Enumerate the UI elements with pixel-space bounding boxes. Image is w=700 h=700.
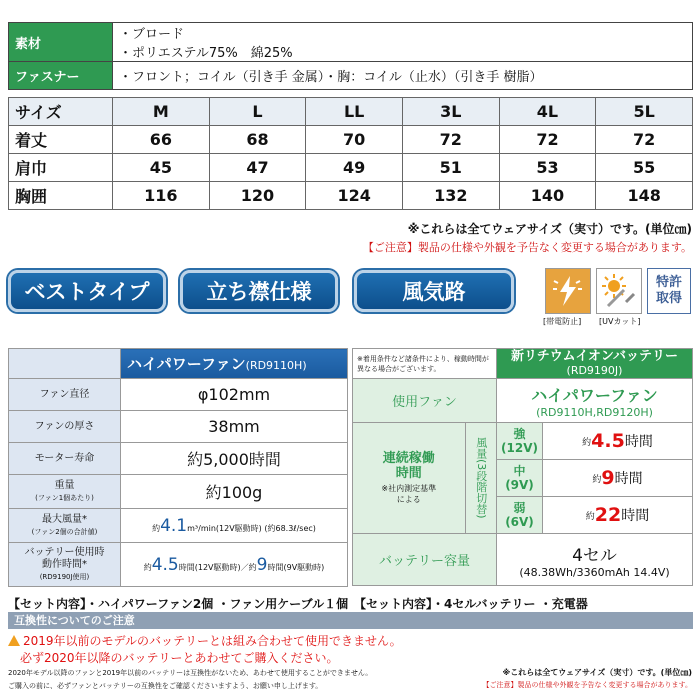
level-name: 中 (513, 464, 526, 478)
cell: 68 (209, 126, 306, 154)
antistatic-label: [帯電防止] (543, 317, 582, 326)
size-note: ※これらは全てウェアサイズ（実寸）です。(単位㎝) (407, 222, 692, 236)
table-row (9, 126, 693, 154)
bt-unit1: 時間(12V駆動時) (178, 562, 241, 572)
size-col: 4L (499, 98, 596, 126)
size-col: L (209, 98, 306, 126)
level-pre: 約 (582, 437, 592, 448)
feature-badge-vest: ベストタイプ (8, 270, 166, 312)
compat-warning-1: 2019年以前のモデルのバッテリーとは組み合わせて使用できません。 (23, 634, 402, 648)
level-pre: 約 (592, 474, 602, 485)
airflow-alt: (約68.3ℓ/sec) (264, 523, 316, 533)
level-unit: 時間 (621, 508, 650, 524)
size-col: M (113, 98, 210, 126)
airflow-key: 最大風量* (42, 513, 87, 525)
material-line: ・ブロード (119, 27, 185, 42)
battery-time-sub: (RD9190J使用) (39, 572, 90, 581)
battery-disclaimer: ※着用条件など諸条件により、稼動時間が異なる場合がございます。 (353, 349, 497, 379)
feature-badge-airflow: 風気路 (354, 270, 514, 312)
level-pre: 約 (585, 511, 595, 522)
cell: 53 (499, 154, 596, 182)
cell: 70 (306, 126, 403, 154)
cell: 72 (402, 126, 499, 154)
battery-model: (RD9190J) (566, 363, 623, 377)
table-row (9, 182, 693, 210)
antistatic-icon (545, 268, 591, 314)
cell: 47 (209, 154, 306, 182)
bt-num1: 4.5 (151, 554, 179, 575)
material-line: ・ポリエステル75% 綿25% (119, 46, 293, 61)
use-fan-key: 使用ファン (353, 379, 497, 423)
battery-set-contents: 【セット内容】・4セルバッテリー ・充電器 (354, 597, 588, 611)
level-number: 4.5 (591, 430, 625, 452)
cell: 49 (306, 154, 403, 182)
row-key: 肩巾 (9, 154, 113, 182)
level-number: 22 (594, 504, 622, 526)
patent-icon: 特許取得 (647, 268, 691, 314)
bt-unit2: 時間(9V駆動時) (267, 562, 325, 572)
size-col: LL (306, 98, 403, 126)
table-row (9, 154, 693, 182)
compat-small-1: 2020年モデル以降のファンと2019年以前のバッテリーは互換性がないため、あわせて使用することができません。 (8, 669, 373, 677)
cell: 132 (402, 182, 499, 210)
run-time-sub: ※社内測定基準による (381, 484, 437, 504)
airflow-number: 4.1 (160, 515, 188, 536)
footer-size-note: ※これらは全てウェアサイズ（実寸）です。(単位㎝) (502, 668, 692, 677)
cell: 120 (209, 182, 306, 210)
capacity-value: 4セル (572, 545, 617, 566)
use-fan-name: ハイパワーファン (531, 385, 658, 405)
motor-life-key: モーター寿命 (9, 443, 121, 475)
size-col: 5L (596, 98, 693, 126)
bt-sep: ／約 (240, 562, 257, 572)
weight-value: 約100g (121, 475, 348, 509)
cell: 51 (402, 154, 499, 182)
fan-spec-table (8, 348, 348, 587)
weight-sub: (ファン1個あたり) (35, 493, 94, 502)
size-caution: 【ご注意】製品の仕様や外観を予告なく変更する場合があります。 (362, 241, 692, 254)
use-fan-models: (RD9110H,RD9120H) (536, 405, 653, 419)
weight-key: 重量 (54, 479, 75, 491)
uv-cut-label: [UVカット] (599, 317, 641, 326)
fan-model: (RD9110H) (245, 359, 307, 372)
motor-life-value: 約5,000時間 (121, 443, 348, 475)
airflow-switch-label: 風量(3段階切替) (474, 437, 488, 519)
cell: 66 (113, 126, 210, 154)
level-name: 強 (513, 427, 526, 441)
material-key: 素材 (9, 23, 113, 62)
fastener-line: ・フロント；コイル（引き手 金属）・胸：コイル（止水）（引き手 樹脂） (113, 62, 693, 90)
footer-caution: 【ご注意】製品の仕様や外観を予告なく変更する場合があります。 (482, 681, 692, 689)
level-name: 弱 (513, 501, 526, 515)
fastener-key: ファスナー (9, 62, 113, 90)
level-number: 9 (601, 467, 615, 489)
airflow-unit: m³/min(12V駆動時) (187, 523, 262, 533)
size-table (8, 97, 693, 210)
fan-diameter-key: ファン直径 (9, 379, 121, 411)
fan-set-contents: 【セット内容】・ハイパワーファン2個 ・ファン用ケーブル１個 (8, 597, 349, 611)
level-volt: (6V) (505, 515, 534, 529)
level-unit: 時間 (624, 434, 653, 450)
cell: 116 (113, 182, 210, 210)
compat-small-2: ご購入の前に、必ずファンとバッテリーの互換性をご確認くださいますよう、お願い申し上げます。 (8, 682, 323, 690)
warning-icon (8, 635, 20, 646)
row-key: 胸囲 (9, 182, 113, 210)
capacity-detail: (48.38Wh/3360mAh 14.4V) (519, 565, 670, 579)
size-header-key: サイズ (9, 98, 113, 126)
battery-time-key: バッテリー使用時動作時間* (24, 546, 105, 570)
uv-cut-icon (596, 268, 642, 314)
airflow-sub: (ファン2個の合計値) (31, 527, 98, 536)
bt-pre1: 約 (143, 562, 152, 572)
capacity-key: バッテリー容量 (353, 534, 497, 586)
fan-thickness-value: 38mm (121, 411, 348, 443)
airflow-pre: 約 (152, 523, 161, 533)
battery-title: 新リチウムイオンバッテリー (510, 348, 679, 364)
cell: 55 (596, 154, 693, 182)
material-table (8, 22, 693, 90)
cell: 140 (499, 182, 596, 210)
fan-title: ハイパワーファン (127, 355, 246, 373)
level-unit: 時間 (614, 471, 643, 487)
run-time-key: 連続稼働時間 (382, 451, 435, 481)
row-key: 着丈 (9, 126, 113, 154)
bt-num2: 9 (256, 554, 268, 575)
size-col: 3L (402, 98, 499, 126)
cell: 72 (596, 126, 693, 154)
level-volt: (12V) (501, 441, 538, 455)
fan-diameter-value: φ102mm (121, 379, 348, 411)
cell: 45 (113, 154, 210, 182)
compat-bar: 互換性についてのご注意 (8, 612, 693, 629)
feature-badge-collar: 立ち襟仕様 (180, 270, 338, 312)
cell: 148 (596, 182, 693, 210)
level-volt: (9V) (505, 478, 534, 492)
fan-thickness-key: ファンの厚さ (9, 411, 121, 443)
battery-spec-table (352, 348, 693, 586)
compat-warning-2: 必ず2020年以降のバッテリーとあわせてご購入ください。 (20, 651, 339, 665)
cell: 72 (499, 126, 596, 154)
cell: 124 (306, 182, 403, 210)
